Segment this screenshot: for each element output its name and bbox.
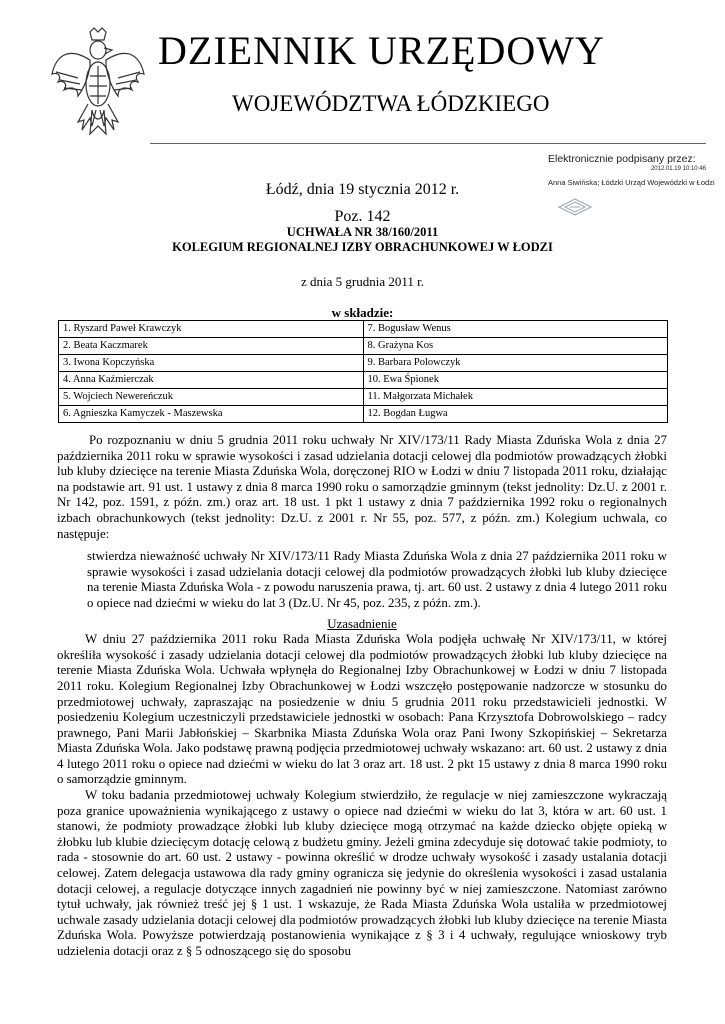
signature-signer: Anna Siwińska; Łódzki Urząd Wojewódzki w Łodzi	[548, 178, 715, 187]
table-row	[59, 406, 668, 423]
signature-timestamp: 2012.01.19 10:10:46	[650, 166, 706, 172]
place-and-date: Łódź, dnia 19 stycznia 2012 r.	[265, 181, 460, 198]
table-row	[59, 338, 668, 355]
member-cell: 8. Grażyna Kos	[363, 338, 668, 355]
member-cell: 3. Iwona Kopczyńska	[59, 355, 364, 372]
signature-heading: Elektronicznie podpisany przez:	[548, 153, 696, 165]
composition-heading: w składzie:	[331, 305, 394, 320]
justification-paragraph-2: W toku badania przedmiotowej uchwały Kolegium stwierdziło, że regulacje w niej zamieszczone wykraczają poza granice upoważnienia wynikającego z ustawy o opiece nad dziećmi w wieku do lat 3, która w art. 60 ust. 1 stanowi, że podmioty prowadzące żłobki lub kluby dziecięce mogą otrzymać na każde dziecko objęte opieką w żłobku lub klubie dziecięcym dotację celową z budżetu gminy. Jeżeli gmina zdecyduje się dotować takie podmioty, to rada - stosownie do art. 60 ust. 2 ustawy - powinna określić w drodze uchwały wysokość i zasady ustalania dotacji celowej. Zatem delegacja ustawowa dla rady gminy ogranicza się jedynie do określenia wysokości i zasad ustalania dotacji celowej, a regulacje dotyczące innych zagadnień nie powinny być w niej zamieszczone. Natomiast zarówno tytuł uchwały, jak również treść jej § 1 ust. 1 wskazuje, że Rada Miasta Zduńska Wola ustaliła w przedmiotowej uchwale zasady udzielania dotacji celowej dla podmiotów prowadzących żłobki lub kluby dziecięce na terenie Miasta Zduńska Wola. Powyższe potwierdzają postanowienia wynikające z § 3 i 4 uchwały, regulujące wnioskowy tryb udzielenia dotacji oraz z § 5 odnoszącego się do sposobu	[57, 788, 667, 958]
member-cell: 12. Bogdan Ługwa	[363, 406, 668, 423]
member-cell: 4. Anna Kaźmierczak	[59, 372, 364, 389]
journal-title: DZIENNIK URZĘDOWY	[158, 28, 605, 73]
member-cell: 1. Ryszard Paweł Krawczyk	[59, 321, 364, 338]
resolution-heading	[0, 225, 725, 255]
justification-heading: Uzasadnienie	[327, 616, 397, 631]
table-row	[59, 321, 668, 338]
justification-paragraph-1: W dniu 27 października 2011 roku Rada Miasta Zduńska Wola podjęła uchwałę Nr XIV/173/11, w której określiła wysokość i zasady udzielania dotacji celowej dla podmiotów prowadzących żłobki lub kluby dziecięce na terenie Miasta Zduńska Wola. Uchwała wpłynęła do Regionalnej Izby Obrachunkowej w Łodzi w dniu 7 listopada 2011 roku. Kolegium Regionalnej Izby Obrachunkowej w Łodzi wszczęło postępowanie nadzorcze w stosunku do przedmiotowej uchwały, zapraszając na posiedzenie w dniu 5 grudnia 2011 roku przedstawicieli jednostki. W posiedzeniu Kolegium uczestniczyli przedstawiciele jednostki w osobach: Pana Krzysztofa Dobrowolskiego – radcy prawnego, Pani Marii Jabłońskiej – Skarbnika Miasta Zduńska Wola oraz Pani Iwony Szkopińskiej – Sekretarza Miasta Zduńska Wola. Jako podstawę prawną podjęcia przedmiotowej uchwały wskazano: art. 60 ust. 2 ustawy z dnia 4 lutego 2011 roku o opiece nad dziećmi w wieku do lat 3 oraz art. 18 ust. 2 pkt 15 ustawy z dnia 8 marca 1990 roku o samorządzie gminnym.	[57, 632, 667, 787]
position-number: Poz. 142	[334, 208, 391, 225]
member-cell: 7. Bogusław Wenus	[363, 321, 668, 338]
resolution-text	[57, 433, 667, 960]
table-row	[59, 355, 668, 372]
resolution-body: KOLEGIUM REGIONALNEJ IZBY OBRACHUNKOWEJ W ŁODZI	[172, 240, 553, 254]
member-cell: 2. Beata Kaczmarek	[59, 338, 364, 355]
member-cell: 11. Małgorzata Michałek	[363, 389, 668, 406]
polish-eagle-icon	[48, 26, 148, 138]
intro-paragraph: Po rozpoznaniu w dniu 5 grudnia 2011 roku uchwały Nr XIV/173/11 Rady Miasta Zduńska Wola z dnia 27 października 2011 roku w sprawie wysokości i zasad udzielania dotacji celowej dla podmiotów prowadzących żłobki lub kluby dziecięce na terenie Miasta Zduńska Wola, doręczonej RIO w Łodzi w dniu 7 listopada 2011 roku, działając na podstawie art. 91 ust. 1 ustawy z dnia 8 marca 1990 roku o samorządzie gminnym (tekst jednolity: Dz.U. z 2001 r. Nr 142, poz. 1591, z późn. zm.) oraz art. 18 ust. 1 pkt 1 ustawy z dnia 7 października 1992 roku o regionalnych izbach obrachunkowych (tekst jednolity: Dz.U. z 2001 r. Nr 55, poz. 577, z późn. zm.) Kolegium uchwala, co następuje:	[57, 433, 667, 541]
member-cell: 5. Wojciech Newereńczuk	[59, 389, 364, 406]
members-table	[58, 320, 668, 423]
table-row	[59, 372, 668, 389]
member-cell: 9. Barbara Polowczyk	[363, 355, 668, 372]
header-divider	[150, 143, 706, 144]
resolution-number: UCHWAŁA NR 38/160/2011	[286, 225, 439, 239]
table-row	[59, 389, 668, 406]
member-cell: 6. Agnieszka Kamyczek - Maszewska	[59, 406, 364, 423]
member-cell: 10. Ewa Śpionek	[363, 372, 668, 389]
decision-paragraph: stwierdza nieważność uchwały Nr XIV/173/11 Rady Miasta Zduńska Wola z dnia 27 października 2011 roku w sprawie wysokości i zasad udzielania dotacji celowej dla podmiotów prowadzących żłobki lub kluby dziecięce na terenie Miasta Zduńska Wola - z powodu naruszenia prawa, tj. art. 60 ust. 2 ustawy z dnia 4 lutego 2011 roku o opiece nad dziećmi w wieku do lat 3 (Dz.U. Nr 45, poz. 235, z późn. zm.).	[87, 549, 667, 610]
resolution-date: z dnia 5 grudnia 2011 r.	[301, 274, 424, 289]
journal-subtitle: WOJEWÓDZTWA ŁÓDZKIEGO	[232, 91, 550, 116]
